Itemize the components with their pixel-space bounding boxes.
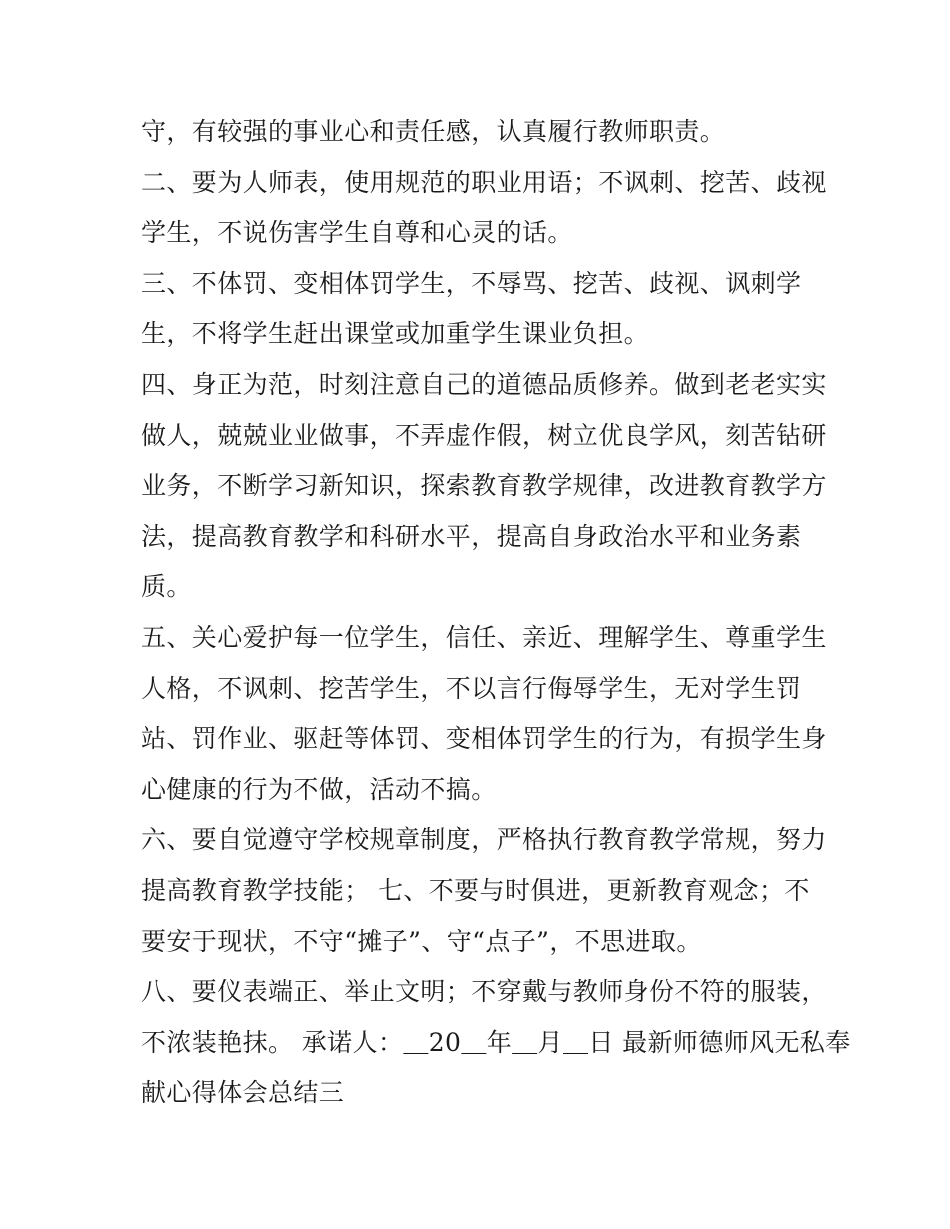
- text-line: 守，有较强的事业心和责任感，认真履行教师职责。: [141, 117, 726, 146]
- text-line: 心健康的行为不做，活动不搞。: [141, 774, 497, 804]
- text-line: 六、要自觉遵守学校规章制度，严格执行教育教学常规，努力: [141, 825, 827, 855]
- text-line: 二、要为人师表，使用规范的职业用语；不讽刺、挖苦、歧视: [141, 167, 827, 197]
- text-line: 五、关心爱护每一位学生，信任、亲近、理解学生、尊重学生: [141, 622, 827, 652]
- text-line: 法，提高教育教学和科研水平，提高自身政治水平和业务素: [141, 521, 802, 551]
- text-line: 站、罚作业、驱赶等体罚、变相体罚学生的行为，有损学生身: [141, 724, 827, 754]
- text-line: 做人，兢兢业业做事，不弄虚作假，树立优良学风，刻苦钻研: [141, 420, 827, 450]
- text-line: 质。: [141, 572, 192, 602]
- text-line: 八、要仪表端正、举止文明；不穿戴与教师身份不符的服装，: [141, 977, 827, 1007]
- text-line: 业务，不断学习新知识，探索教育教学规律，改进教育教学方: [141, 471, 827, 501]
- text-line: 提高教育教学技能； 七、不要与时俱进，更新教育观念；不: [141, 875, 810, 905]
- text-line: 生，不将学生赶出课堂或加重学生课业负担。: [141, 319, 650, 349]
- text-line: 人格，不讽刺、挖苦学生，不以言行侮辱学生，无对学生罚: [141, 673, 802, 703]
- text-line: 献心得体会总结三: [141, 1078, 345, 1108]
- text-line: 要安于现状，不守“摊子”、守“点子”，不思进取。: [141, 926, 702, 956]
- text-line: 不浓装艳抹。 承诺人：＿20＿年＿月＿日 最新师德师风无私奉: [141, 1027, 851, 1057]
- body-text: [141, 107, 851, 1119]
- text-line: 四、身正为范，时刻注意自己的道德品质修养。做到老老实实: [141, 369, 827, 399]
- text-line: 学生，不说伤害学生自尊和心灵的话。: [141, 218, 573, 248]
- text-line: 三、不体罚、变相体罚学生，不辱骂、挖苦、歧视、讽刺学: [141, 268, 802, 298]
